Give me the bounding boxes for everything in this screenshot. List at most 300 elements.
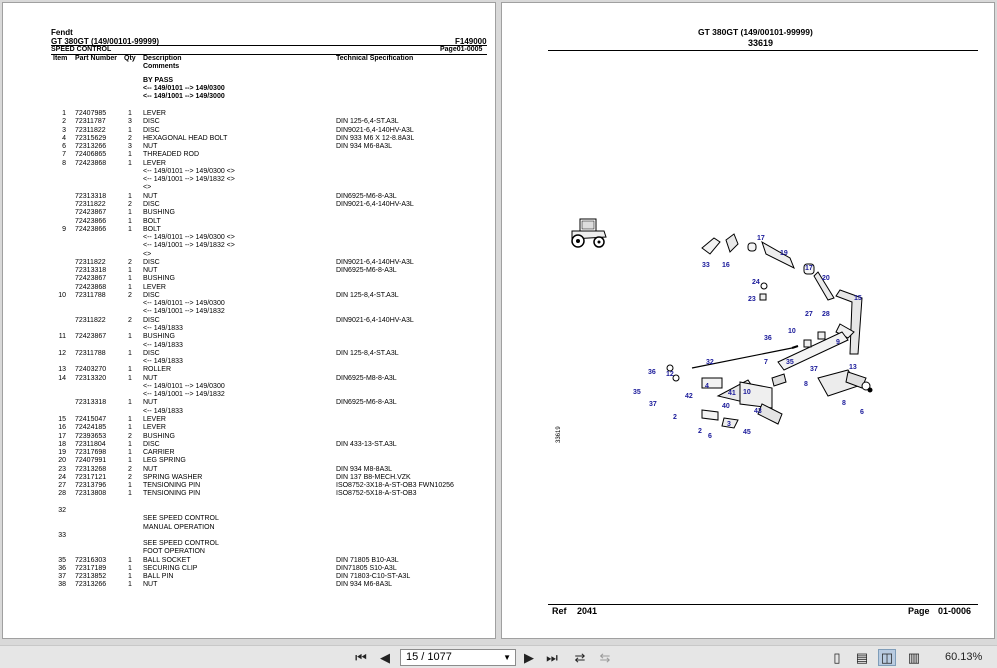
cell-desc: NUT	[143, 143, 158, 151]
col-item-header: Item	[53, 55, 68, 62]
callout-label: 13	[849, 364, 857, 371]
cell-desc: LEVER	[143, 415, 166, 423]
tractor-icon	[568, 217, 610, 249]
cell-item: 7	[62, 151, 66, 159]
cell-desc: MANUAL OPERATION	[143, 523, 215, 531]
cell-part: 72407985	[75, 110, 107, 117]
header-rule	[51, 45, 487, 46]
last-page-button[interactable]: ⏭	[546, 649, 558, 665]
cell-spec: ISO8752-3X18-A-ST-OB3 FWN10256	[336, 482, 454, 490]
cell-desc: FOOT OPERATION	[143, 548, 205, 556]
cell-desc: BALL SOCKET	[143, 556, 191, 564]
cell-desc: BOLT	[143, 225, 161, 233]
cell-part: 72313318	[75, 399, 107, 407]
cell-part: 72407991	[75, 457, 107, 465]
cell-qty: 1	[128, 564, 132, 572]
previous-page-button[interactable]: ◀	[380, 649, 390, 665]
table-row	[3, 524, 496, 532]
cell-item: 19	[58, 449, 66, 457]
callout-label: 16	[722, 262, 730, 269]
cell-desc: <-- 149/1001 --> 149/1832	[143, 391, 225, 399]
cell-qty: 1	[128, 217, 132, 225]
callout-label: 41	[728, 390, 736, 397]
cell-part: 72423868	[75, 159, 107, 167]
cell-part: 72313796	[75, 482, 107, 490]
table-row	[3, 151, 496, 159]
cell-desc: NUT	[143, 581, 158, 589]
callout-label: 6	[860, 409, 864, 416]
table-row	[3, 118, 496, 126]
cell-qty: 1	[128, 449, 132, 457]
cell-part: 72313266	[75, 581, 107, 589]
cell-qty: 1	[128, 349, 132, 357]
cell-spec: DIN6925-M6-8-A3L	[336, 267, 397, 275]
cell-desc: LEVER	[143, 110, 166, 117]
callout-label: 43	[754, 408, 762, 415]
cell-spec: DIN9021-6,4-140HV-A3L	[336, 316, 414, 324]
zoom-level[interactable]: 60.13%	[945, 651, 983, 663]
brand-name: Fendt	[51, 28, 73, 37]
callout-label: 7	[764, 359, 768, 366]
diagram-title: GT 380GT (149/00101-99999)	[698, 27, 813, 37]
cell-part: 72315629	[75, 134, 107, 142]
cell-item: 32	[58, 506, 66, 514]
cell-desc: <-- 149/1833	[143, 341, 183, 349]
cell-qty: 2	[128, 291, 132, 299]
chevron-down-icon[interactable]: ▼	[503, 653, 511, 662]
callout-label: 10	[743, 389, 751, 396]
cell-desc: DISC	[143, 440, 160, 448]
right-document-page	[501, 2, 995, 639]
table-row	[3, 408, 496, 416]
cell-part: 72311822	[75, 200, 106, 208]
cell-qty: 1	[128, 283, 132, 291]
cell-item: 11	[58, 333, 66, 341]
col-desc-header: Description	[143, 55, 182, 62]
cell-spec: DIN 933 M6 X 12-8.8A3L	[336, 134, 415, 142]
cell-qty: 2	[128, 316, 132, 324]
table-row	[3, 358, 496, 366]
diagram-number: 33619	[748, 38, 774, 48]
callout-label: 37	[810, 366, 818, 373]
bypass-title: BY PASS	[143, 77, 174, 84]
cell-qty: 1	[128, 159, 132, 167]
cell-spec: DIN 71803-C10-ST-A3L	[336, 573, 411, 581]
table-row	[3, 234, 496, 242]
cell-qty: 1	[128, 440, 132, 448]
cell-desc: BUSHING	[143, 333, 175, 341]
cell-desc: <-- 149/1833	[143, 407, 183, 415]
callout-label: 6	[708, 433, 712, 440]
cell-part: 72311804	[75, 440, 106, 448]
cell-qty: 1	[128, 225, 132, 233]
callout-label: 8	[804, 381, 808, 388]
cell-item: 4	[62, 134, 66, 142]
table-row	[3, 375, 496, 383]
cell-item: 27	[58, 482, 66, 490]
table-row	[3, 507, 496, 515]
table-row	[3, 499, 496, 507]
table-row	[3, 573, 496, 581]
table-row	[3, 490, 496, 498]
callout-label: 17	[757, 235, 765, 242]
table-row	[3, 399, 496, 407]
single-page-icon[interactable]: ▯	[833, 649, 841, 665]
cell-item: 18	[58, 440, 66, 448]
diagram-rule	[548, 50, 978, 51]
model-title: GT 380GT (149/00101-99999)	[51, 37, 160, 46]
cell-item: 20	[58, 457, 66, 465]
cell-desc: LEVER	[143, 159, 166, 167]
back-view-icon[interactable]: ⇄	[574, 649, 586, 665]
callout-label: 28	[822, 311, 830, 318]
cell-spec: DIN 433-13-ST.A3L	[336, 440, 397, 448]
cell-item: 12	[58, 349, 66, 357]
table-row	[3, 466, 496, 474]
table-row	[3, 209, 496, 217]
cell-desc: HEXAGONAL HEAD BOLT	[143, 134, 228, 142]
cell-qty: 2	[128, 465, 132, 473]
cell-part: 72311787	[75, 118, 106, 126]
ref-value: 2041	[577, 606, 598, 616]
cell-part: 72415047	[75, 415, 107, 423]
cell-qty: 2	[128, 134, 132, 142]
table-row	[3, 110, 496, 118]
cell-spec: DIN 934 M6-8A3L	[336, 143, 393, 151]
cell-desc: CARRIER	[143, 449, 175, 457]
cell-part: 72423866	[75, 225, 107, 233]
cell-desc: <-- 149/1001 --> 149/1832 <>	[143, 242, 235, 250]
callout-label: 19	[780, 250, 788, 257]
callout-label: 23	[748, 296, 756, 303]
callout-label: 27	[805, 311, 813, 318]
table-row	[3, 482, 496, 490]
cell-spec: DIN 137 B8-MECH.VZK	[336, 473, 411, 481]
cell-desc: BUSHING	[143, 209, 175, 217]
callout-label: 20	[822, 275, 830, 282]
cell-item: 1	[62, 110, 66, 117]
cell-desc: NUT	[143, 192, 158, 200]
cell-spec: DIN 125-8,4-ST.A3L	[336, 349, 399, 357]
table-row	[3, 325, 496, 333]
cell-desc: <-- 149/1833	[143, 325, 183, 333]
cell-item: 33	[58, 531, 66, 539]
table-row	[3, 474, 496, 482]
cell-desc: TENSIONING PIN	[143, 482, 201, 490]
bypass-line-1: <-- 149/0101 --> 149/0300	[143, 85, 225, 92]
cell-desc: NUT	[143, 399, 158, 407]
callout-label: 32	[706, 359, 714, 366]
cell-qty: 1	[128, 192, 132, 200]
page-value: 01-0006	[938, 606, 972, 616]
cell-desc: DISC	[143, 200, 160, 208]
col-qty-header: Qty	[124, 55, 136, 62]
cell-item: 14	[58, 374, 66, 382]
cell-desc: <-- 149/1001 --> 149/1832	[143, 308, 225, 316]
cell-part: 72313852	[75, 573, 107, 581]
table-row	[3, 581, 496, 589]
cell-qty: 1	[128, 490, 132, 498]
table-row	[3, 383, 496, 391]
cell-part: 72313266	[75, 143, 107, 151]
table-row	[3, 350, 496, 358]
cell-part: 72393653	[75, 432, 107, 440]
callout-label: 8	[842, 400, 846, 407]
cell-qty: 1	[128, 209, 132, 217]
cell-desc: THREADED ROD	[143, 151, 200, 159]
viewer-toolbar	[0, 645, 997, 668]
cell-part: 72313808	[75, 490, 107, 498]
callout-label: 12	[666, 371, 674, 378]
table-row	[3, 300, 496, 308]
callout-label: 35	[633, 389, 641, 396]
col-spec-header: Technical Specification	[336, 55, 414, 62]
forward-view-icon[interactable]: ⇆	[599, 649, 611, 665]
continuous-page-icon[interactable]: ▤	[855, 649, 869, 665]
page-number-input[interactable]	[400, 649, 516, 666]
col-comments-header: Comments	[143, 63, 180, 70]
table-row	[3, 515, 496, 523]
cell-qty: 1	[128, 573, 132, 581]
cell-qty: 1	[128, 333, 132, 341]
cell-part: 72423867	[75, 275, 107, 283]
table-row	[3, 333, 496, 341]
cell-desc: SPRING WASHER	[143, 473, 203, 481]
table-row	[3, 366, 496, 374]
cell-item: 10	[58, 291, 66, 299]
table-row	[3, 160, 496, 168]
cell-spec: DIN 71805 B10-A3L	[336, 556, 399, 564]
cell-qty: 1	[128, 151, 132, 159]
cell-part: 72313268	[75, 465, 107, 473]
table-row	[3, 242, 496, 250]
cell-qty: 1	[128, 126, 132, 134]
cell-part: 72311788	[75, 349, 106, 357]
cell-part: 72311822	[75, 316, 106, 324]
section-code: F149000	[455, 37, 487, 46]
cell-desc: DISC	[143, 291, 160, 299]
col-part-header: Part Number	[75, 55, 118, 62]
table-row	[3, 251, 496, 259]
facing-pages-icon[interactable]: ◫	[878, 649, 896, 666]
cell-desc: LEVER	[143, 424, 166, 432]
cell-qty: 3	[128, 118, 132, 126]
callout-label: 10	[788, 328, 796, 335]
cell-desc: BUSHING	[143, 432, 175, 440]
cell-qty: 1	[128, 482, 132, 490]
table-row	[3, 193, 496, 201]
cell-desc: TENSIONING PIN	[143, 490, 201, 498]
callout-label: 45	[743, 429, 751, 436]
cell-item: 3	[62, 126, 66, 134]
cell-part: 72423867	[75, 333, 107, 341]
side-code: 33619	[556, 426, 562, 443]
table-row	[3, 168, 496, 176]
cell-qty: 1	[128, 424, 132, 432]
callout-label: 35	[786, 359, 794, 366]
table-row	[3, 308, 496, 316]
cell-item: 28	[58, 490, 66, 498]
cell-qty: 1	[128, 275, 132, 283]
table-row	[3, 259, 496, 267]
table-row	[3, 565, 496, 573]
cell-qty: 1	[128, 110, 132, 117]
cell-part: 72424185	[75, 424, 107, 432]
callout-label: 2	[673, 414, 677, 421]
cell-desc: DISC	[143, 316, 160, 324]
callout-label: 36	[648, 369, 656, 376]
callout-label: 3	[727, 421, 731, 428]
cell-desc: DISC	[143, 118, 160, 126]
cell-qty: 1	[128, 415, 132, 423]
cell-spec: DIN6925-M6-8-A3L	[336, 192, 397, 200]
cell-desc: BALL PIN	[143, 573, 174, 581]
next-page-button[interactable]: ▶	[524, 649, 534, 665]
cell-part: 72316303	[75, 556, 107, 564]
cell-item: 2	[62, 118, 66, 126]
cell-spec: DIN9021-6,4-140HV-A3L	[336, 258, 414, 266]
table-row	[3, 317, 496, 325]
table-row	[3, 226, 496, 234]
cell-qty: 2	[128, 432, 132, 440]
table-row	[3, 391, 496, 399]
callout-label: 4	[705, 383, 709, 390]
callout-label: 2	[698, 428, 702, 435]
table-row	[3, 433, 496, 441]
cell-item: 35	[58, 556, 66, 564]
table-row	[3, 557, 496, 565]
cell-qty: 2	[128, 258, 132, 266]
table-row	[3, 275, 496, 283]
cell-item: 36	[58, 564, 66, 572]
cell-desc: <-- 149/0101 --> 149/0300	[143, 382, 225, 390]
page-number: Page01-0005	[440, 46, 483, 53]
table-row	[3, 548, 496, 556]
cell-item: 17	[58, 432, 66, 440]
cell-desc: <>	[143, 184, 152, 192]
table-row	[3, 218, 496, 226]
cell-desc: DISC	[143, 349, 160, 357]
cell-part: 72423867	[75, 209, 107, 217]
table-row	[3, 424, 496, 432]
table-row	[3, 416, 496, 424]
cell-desc: <>	[143, 250, 152, 258]
callout-label: 33	[702, 262, 710, 269]
cell-item: 24	[58, 473, 66, 481]
cell-spec: DIN9021-6,4-140HV-A3L	[336, 200, 414, 208]
table-row	[3, 135, 496, 143]
callout-label: 37	[649, 401, 657, 408]
cell-desc: <-- 149/0101 --> 149/0300	[143, 300, 225, 308]
cell-spec: DIN 125-8,4-ST.A3L	[336, 291, 399, 299]
cell-part: 72423868	[75, 283, 107, 291]
cell-desc: DISC	[143, 126, 160, 134]
cell-desc: NUT	[143, 374, 158, 382]
cell-qty: 1	[128, 457, 132, 465]
cell-item: 9	[62, 225, 66, 233]
cell-spec: ISO8752-5X18-A-ST-OB3	[336, 490, 417, 498]
table-row	[3, 143, 496, 151]
first-page-button[interactable]: ⏮	[355, 649, 367, 665]
cell-part: 72403270	[75, 366, 107, 374]
table-row	[3, 540, 496, 548]
table-row	[3, 532, 496, 540]
cell-desc: <-- 149/1001 --> 149/1832 <>	[143, 176, 235, 184]
cell-qty: 3	[128, 143, 132, 151]
cell-part: 72406865	[75, 151, 107, 159]
table-row	[3, 342, 496, 350]
cell-part: 72317189	[75, 564, 107, 572]
cell-qty: 1	[128, 556, 132, 564]
callout-label: 42	[685, 393, 693, 400]
cell-qty: 1	[128, 366, 132, 374]
cell-desc: DISC	[143, 258, 160, 266]
cell-part: 72313318	[75, 267, 107, 275]
bypass-line-2: <-- 149/1001 --> 149/3000	[143, 93, 225, 100]
table-row	[3, 127, 496, 135]
cell-qty: 1	[128, 374, 132, 382]
table-row	[3, 267, 496, 275]
cell-spec: DIN 934 M6-8A3L	[336, 581, 393, 589]
cell-part: 72311822	[75, 258, 106, 266]
cell-part: 72313318	[75, 192, 107, 200]
table-row	[3, 292, 496, 300]
section-title: SPEED CONTROL	[51, 46, 112, 53]
cell-desc: ROLLER	[143, 366, 172, 374]
table-row	[3, 284, 496, 292]
cell-item: 8	[62, 159, 66, 167]
cell-part: 72423866	[75, 217, 107, 225]
cell-desc: BOLT	[143, 217, 161, 225]
cell-item: 6	[62, 143, 66, 151]
cell-desc: SEE SPEED CONTROL	[143, 540, 219, 548]
ref-label: Ref	[552, 606, 567, 616]
cell-item: 37	[58, 573, 66, 581]
table-row	[3, 449, 496, 457]
cell-item: 15	[58, 415, 66, 423]
cell-spec: DIN6925-M6-8-A3L	[336, 399, 397, 407]
footer-rule	[548, 604, 978, 605]
continuous-facing-icon[interactable]: ▥	[907, 649, 921, 665]
cell-part: 72311788	[75, 291, 106, 299]
cell-desc: BUSHING	[143, 275, 175, 283]
page-label: Page	[908, 606, 930, 616]
cell-desc: SEE SPEED CONTROL	[143, 515, 219, 523]
cell-desc: <-- 149/0101 --> 149/0300 <>	[143, 234, 235, 242]
table-row	[3, 176, 496, 184]
cell-item: 23	[58, 465, 66, 473]
cell-spec: DIN6925-M8-8-A3L	[336, 374, 397, 382]
callout-label: 40	[722, 403, 730, 410]
cell-spec: DIN 125-6,4-ST.A3L	[336, 118, 399, 126]
cell-qty: 1	[128, 267, 132, 275]
cell-spec: DIN 934 M8-8A3L	[336, 465, 393, 473]
cell-part: 72311822	[75, 126, 106, 134]
callout-label: 17	[805, 265, 813, 272]
cell-qty: 2	[128, 200, 132, 208]
page-number-text: 15 / 1077	[406, 651, 452, 663]
callout-label: 24	[752, 279, 760, 286]
cell-part: 72317698	[75, 449, 107, 457]
callout-label: 15	[854, 295, 862, 302]
left-document-page	[2, 2, 496, 639]
table-row	[3, 184, 496, 192]
table-row	[3, 441, 496, 449]
cell-item: 38	[58, 581, 66, 589]
cell-desc: <-- 149/1833	[143, 358, 183, 366]
cell-desc: <-- 149/0101 --> 149/0300 <>	[143, 167, 235, 175]
table-row	[3, 201, 496, 209]
